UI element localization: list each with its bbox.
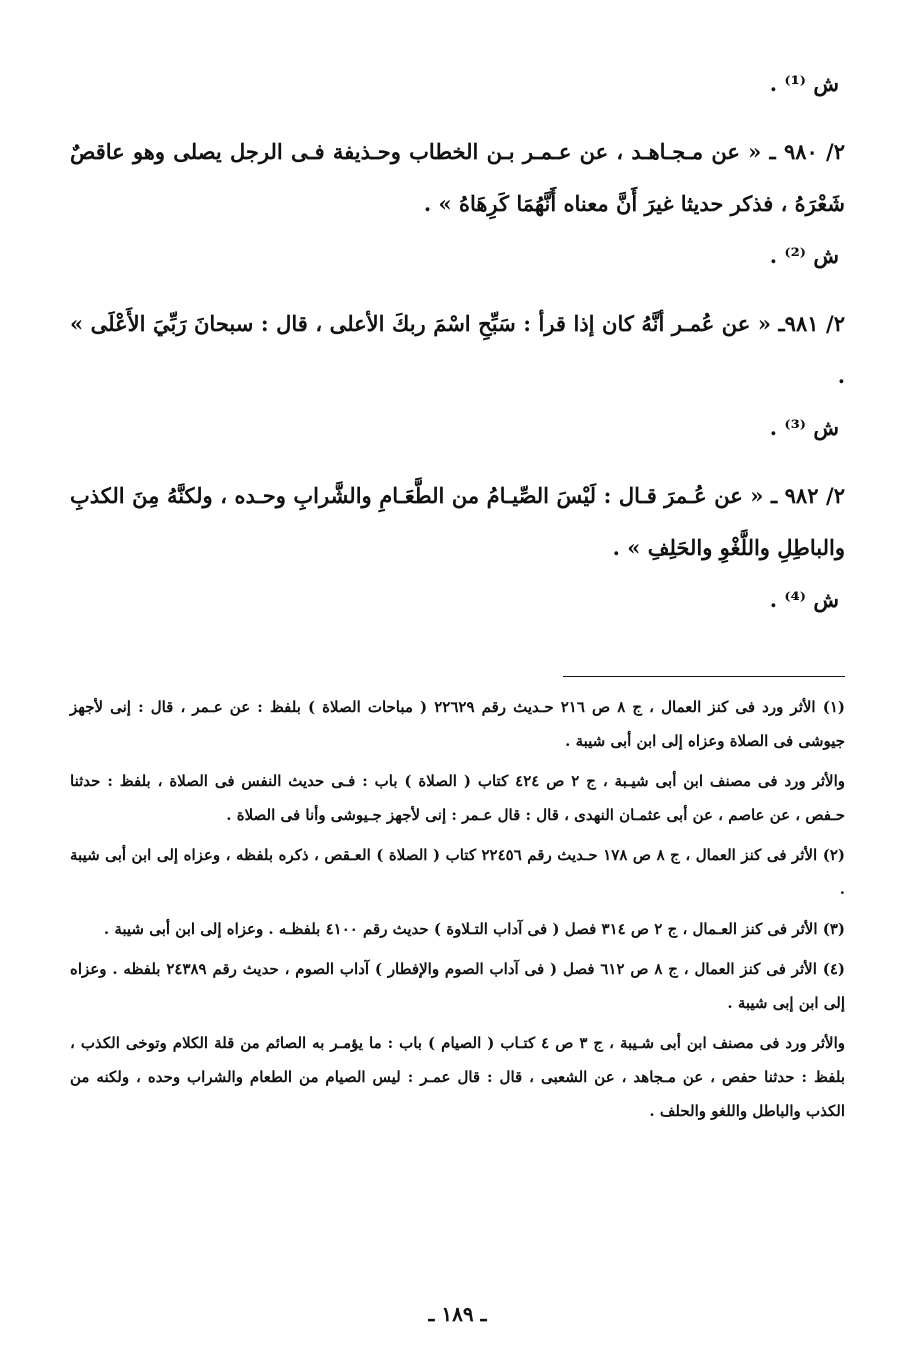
athar-980: ٢/ ٩٨٠ ـ « عن مـجـاهـد ، عن عـمـر بـن الخطاب وحـذيفة فـى الرجل يصلى وهو عاقصٌ شَعْرَهُ ، فذكر حديثا غيرَ أَنَّ معناه أَنَّهُمَا كَرِهَاهُ » .: [70, 139, 845, 216]
sh-note-3: ش ⁽³⁾ .: [769, 415, 839, 440]
main-text: [70, 58, 845, 626]
footnote-4-continuation: والأثر ورد فى مصنف ابن أبى شـيبة ، ج ٣ ص ٤ كتـاب ( الصيام ) باب : ما يؤمـر به الصائم من قلة الكلام وتوخى الكذب ، بلفظ : حدثنا حفص ، عن مـجاهد ، عن الشعبى ، قال : قال عمـر : ليس الصيام من الطعام والشراب وحده ، ولكنه من الكذب والباطل واللغو والحلف .: [70, 1034, 845, 1120]
footnote-4: (٤) الأثر فى كنز العمال ، ج ٨ ص ٦١٢ فصل ( فى آداب الصوم والإفطار ) آداب الصوم ، حديث رقم ٢٤٣٨٩ بلفظه . وعزاه إلى ابن إبى شيبة .: [70, 960, 845, 1012]
document-page: [70, 0, 845, 1360]
sh-note-2: ش ⁽²⁾ .: [769, 243, 839, 268]
sh-note-4: ش ⁽⁴⁾ .: [769, 587, 839, 612]
footnote-2: (٢) الأثر فى كنز العمال ، ج ٨ ص ١٧٨ حـديث رقم ٢٢٤٥٦ كتاب ( الصلاة ) العـقص ، ذكره بلفظه ، وعزاه إلى ابن أبى شيبة .: [70, 846, 845, 898]
spacer: [70, 282, 845, 298]
footnote-1: (١) الأثر ورد فى كنز العمال ، ج ٨ ص ٢١٦ حـديث رقم ٢٢٦٢٩ ( مباحات الصلاة ) بلفظ : عن عـمر ، قال : إنى لأجهز جيوشى فى الصلاة وعزاه إلى ابن أبى شيبة .: [70, 698, 845, 750]
footnotes: [70, 690, 845, 1134]
athar-982: ٢/ ٩٨٢ ـ « عن عُـمرَ قـال : لَيْسَ الصِّيـامُ من الطَّعَـامِ والشَّرابِ وحـده ، ولكنَّهُ مِنَ الكذبِ والباطِلِ واللَّغْوِ والحَلِفِ » .: [70, 483, 845, 560]
spacer: [70, 454, 845, 470]
spacer: [70, 110, 845, 126]
footnote-3: (٣) الأثر فى كنز العـمال ، ج ٢ ص ٣١٤ فصل ( فى آداب التـلاوة ) حديث رقم ٤١٠٠ بلفظـه . وعزاه إلى ابن أبى شيبة .: [103, 920, 845, 938]
page-number: ـ ١٨٩ ـ: [428, 1302, 487, 1326]
athar-981: ٢/ ٩٨١ـ « عن عُمـر أنَّهُ كان إذا قرأ : سَبِّحِ اسْمَ ربكَ الأعلى ، قال : سبحانَ رَبِّيَ الأَعْلَى » .: [70, 311, 846, 388]
sh-note-1: ش ⁽¹⁾ .: [769, 71, 839, 96]
footnote-separator: [563, 676, 845, 677]
footnote-1-continuation: والأثر ورد فى مصنف ابن أبى شيـبة ، ج ٢ ص ٤٢٤ كتاب ( الصلاة ) باب : فـى حديث النفس فى الصلاة ، بلفظ : حدثنا حـفص ، عن عاصم ، عن أبى عثمـان النهدى ، قال : قال عـمر : إنى لأجهز جـيوشى وأنا فى الصلاة .: [70, 772, 845, 824]
